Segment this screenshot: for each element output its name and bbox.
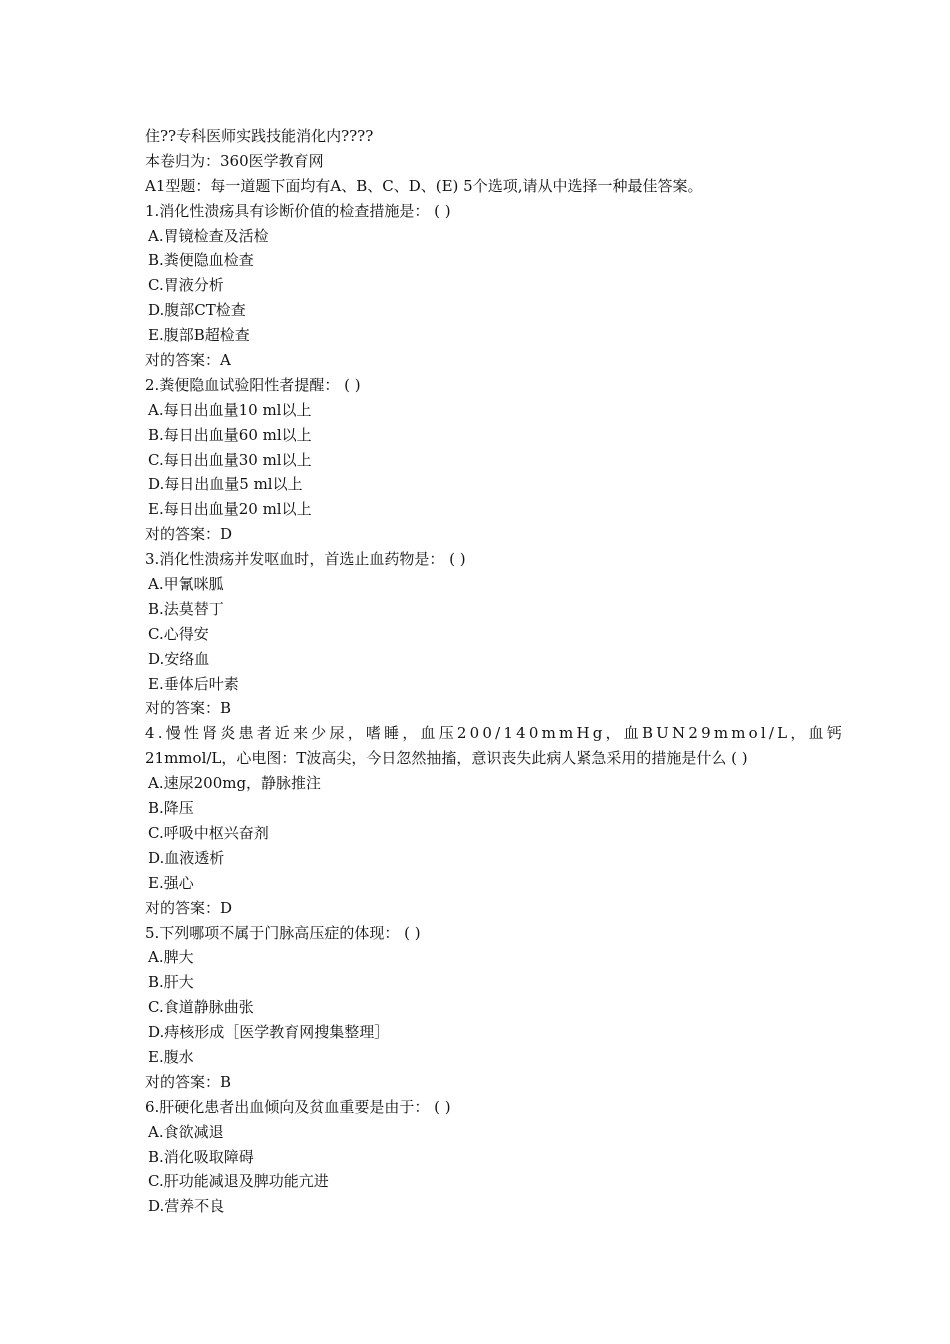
correct-answer: 对的答案：B xyxy=(145,1072,232,1091)
option-a: A.速尿200mg，静脉推注 xyxy=(148,774,322,793)
correct-answer: 对的答案：D xyxy=(145,525,233,544)
option-d: D.腹部CT检查 xyxy=(148,301,246,320)
question-4 xyxy=(145,721,845,920)
option-e: E.每日出血量20 ml以上 xyxy=(148,500,312,519)
option-c: C.心得安 xyxy=(148,624,209,643)
option-c: C.食道静脉曲张 xyxy=(148,998,254,1017)
correct-answer: 对的答案：A xyxy=(145,351,231,370)
option-a: A.每日出血量10 ml以上 xyxy=(148,400,312,419)
option-b: B.消化吸取障碍 xyxy=(148,1147,254,1166)
option-c: C.每日出血量30 ml以上 xyxy=(148,450,312,469)
question-stem xyxy=(145,721,845,771)
option-c: C.肝功能减退及脾功能亢进 xyxy=(148,1172,329,1191)
option-b: B.每日出血量60 ml以上 xyxy=(148,425,312,444)
option-d: D.血液透析 xyxy=(148,848,225,867)
question-stem: 5.下列哪项不属于门脉高压症的体现： ( ) xyxy=(145,923,421,942)
correct-answer: 对的答案：B xyxy=(145,699,232,718)
question-2 xyxy=(145,373,807,547)
option-d: D.每日出血量5 ml以上 xyxy=(148,475,303,494)
option-d: D.营养不良 xyxy=(148,1197,225,1216)
question-stem: 6.肝硬化患者出血倾向及贫血重要是由于： ( ) xyxy=(145,1097,451,1116)
option-a: A.食欲减退 xyxy=(148,1122,224,1141)
question-stem-line-1: 4.慢性肾炎患者近来少尿，嗜睡，血压200/140mmHg，血BUN29mmol/L，血钙 xyxy=(145,724,845,743)
document-body xyxy=(145,124,845,1219)
question-stem-line-2: 21mmol/L，心电图：T波高尖，今日忽然抽搐，意识丧失此病人紧急采用的措施是什么 ( ) xyxy=(145,749,748,768)
question-3 xyxy=(145,547,807,721)
option-b: B.粪便隐血检查 xyxy=(148,251,254,270)
option-b: B.降压 xyxy=(148,799,194,818)
question-stem: 3.消化性溃疡并发呕血时，首选止血药物是： ( ) xyxy=(145,550,466,569)
option-e: E.腹部B超检查 xyxy=(148,326,250,345)
question-stem: 1.消化性溃疡具有诊断价值的检查措施是： ( ) xyxy=(145,201,451,220)
option-e: E.强心 xyxy=(148,873,194,892)
option-a: A.甲氰咪胍 xyxy=(148,575,224,594)
option-d: D.安络血 xyxy=(148,649,210,668)
option-a: A.胃镜检查及活检 xyxy=(148,226,269,245)
correct-answer: 对的答案：D xyxy=(145,898,233,917)
document-source: 本卷归为：360医学教育网 xyxy=(145,151,324,170)
question-5 xyxy=(145,921,807,1095)
option-e: E.垂体后叶素 xyxy=(148,674,239,693)
option-a: A.脾大 xyxy=(148,948,194,967)
document-title: 住??专科医师实践技能消化内???? xyxy=(145,127,374,145)
question-1 xyxy=(145,199,807,373)
option-c: C.呼吸中枢兴奋剂 xyxy=(148,823,269,842)
question-stem: 2.粪便隐血试验阳性者提醒： ( ) xyxy=(145,375,361,394)
question-6 xyxy=(145,1095,807,1219)
option-e: E.腹水 xyxy=(148,1047,194,1066)
option-c: C.胃液分析 xyxy=(148,276,224,295)
section-instructions: A1型题：每一道题下面均有A、B、C、D、(E) 5个选项,请从中选择一种最佳答案。 xyxy=(145,176,703,195)
option-d: D.痔核形成［医学教育网搜集整理］ xyxy=(148,1023,390,1042)
option-b: B.法莫替丁 xyxy=(148,599,224,618)
option-b: B.肝大 xyxy=(148,973,194,992)
